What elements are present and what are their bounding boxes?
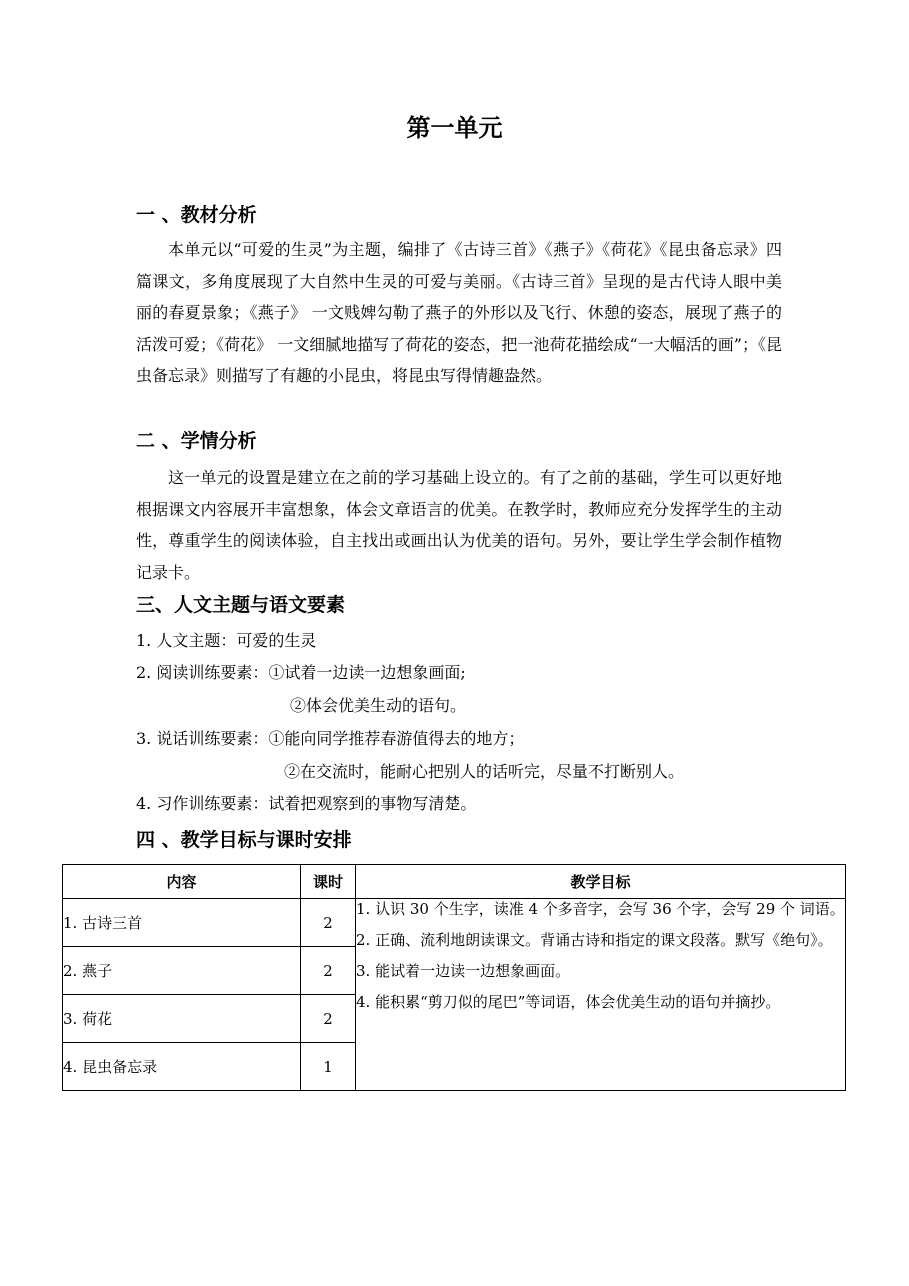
list-item: 1. 人文主题：可爱的生灵: [136, 631, 317, 650]
list-item: 3. 说话训练要素：①能向同学推荐春游值得去的地方；: [136, 729, 525, 748]
section-heading-textbook-analysis: 一 、教材分析: [136, 204, 257, 226]
lesson-hours: 2: [301, 995, 356, 1043]
list-item: 2. 阅读训练要素：①试着一边读一边想象画面;: [136, 663, 466, 682]
teaching-goal: 4. 能积累“剪刀似的尾巴”等词语，体会优美生动的语句并摘抄。: [356, 993, 781, 1011]
page-title: 第一单元: [406, 114, 503, 142]
teaching-goal: 1. 认识 30 个生字，读准 4 个多音字，会写 36 个字，会写 29 个 词语。: [356, 900, 845, 918]
table-header-row: [63, 865, 846, 899]
learner-analysis-paragraph: 这一单元的设置是建立在之前的学习基础上设立的。有了之前的基础，学生可以更好地根据课文内容展开丰富想象，体会文章语言的优美。在教学时，教师应充分发挥学生的主动性，尊重学生的阅读体验，自主找出或画出认为优美的语句。另外，要让学生学会制作植物记录卡。: [136, 468, 782, 582]
header-goals: 教学目标: [356, 865, 846, 899]
lesson-name: 2. 燕子: [63, 947, 301, 995]
teaching-goals-cell: [356, 899, 846, 1091]
table-row: [63, 899, 846, 947]
teaching-goal: 3. 能试着一边读一边想象画面。: [356, 962, 571, 980]
lesson-plan-table: [62, 864, 846, 1091]
section-heading-goals-schedule: 四 、教学目标与课时安排: [136, 829, 352, 851]
lesson-name: 3. 荷花: [63, 995, 301, 1043]
lesson-hours: 1: [301, 1043, 356, 1091]
section-heading-learner-analysis: 二 、学情分析: [136, 430, 257, 452]
list-item: ②体会优美生动的语句。: [290, 696, 467, 715]
lesson-name: 4. 昆虫备忘录: [63, 1043, 301, 1091]
lesson-hours: 2: [301, 947, 356, 995]
list-item: 4. 习作训练要素：试着把观察到的事物写清楚。: [136, 794, 477, 813]
section-heading-themes-elements: 三、人文主题与语文要素: [136, 594, 346, 616]
list-item: ②在交流时，能耐心把别人的话听完，尽量不打断别人。: [284, 762, 685, 781]
textbook-analysis-paragraph: 本单元以“可爱的生灵”为主题，编排了《古诗三首》《燕子》《荷花》《昆虫备忘录》四篇课文，多角度展现了大自然中生灵的可爱与美丽。《古诗三首》呈现的是古代诗人眼中美丽的春夏景象；《燕子》 一文贱婢勾勒了燕子的外形以及飞行、休憩的姿态，展现了燕子的活泼可爱；《荷花》 一文细腻地描写了荷花的姿态，把一池荷花描绘成“一大幅活的画”；《昆虫备忘录》则描写了有趣的小昆虫，将昆虫写得情趣盎然。: [136, 240, 782, 385]
lesson-hours: 2: [301, 899, 356, 947]
teaching-goal: 2. 正确、流利地朗读课文。背诵古诗和指定的课文段落。默写《绝句》。: [356, 931, 833, 949]
header-hours: 课时: [301, 865, 356, 899]
header-content: 内容: [63, 865, 301, 899]
lesson-name: 1. 古诗三首: [63, 899, 301, 947]
